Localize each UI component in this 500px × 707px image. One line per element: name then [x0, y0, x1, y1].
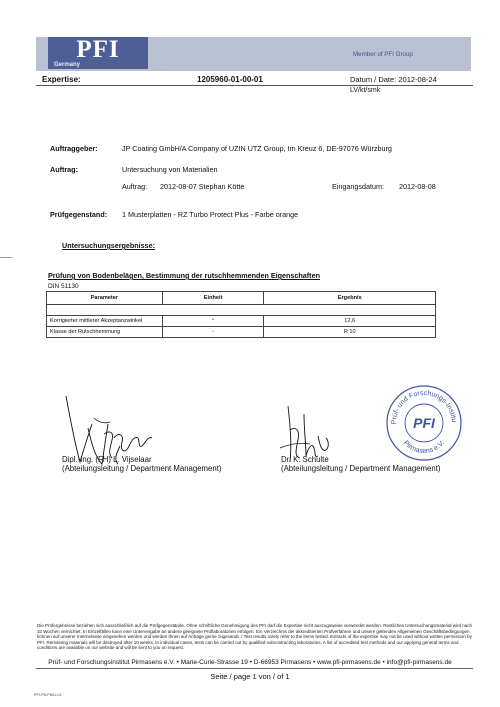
norm-reference: DIN 51130 [48, 283, 79, 290]
form-id: PFI-FB-P601-01 [34, 693, 62, 697]
date-value: 2012-08-24 [398, 75, 437, 84]
table-cell: Klasse der Rutschhemmung [47, 327, 163, 338]
table-row [47, 316, 436, 327]
signer-right-name: Dr. K. Schulte [281, 455, 329, 464]
pfi-stamp [384, 383, 464, 463]
pfi-logo-text: PFI [76, 36, 120, 63]
auftrag-sub-label: Auftrag: [122, 182, 148, 191]
auftrag-value: Untersuchung von Materialien [122, 165, 218, 174]
signer-right-role: (Abteilungsleitung / Department Management) [281, 464, 441, 473]
table-cell: ° [162, 316, 264, 327]
column-header: Einheit [162, 292, 264, 305]
column-header: Parameter [47, 292, 163, 305]
table-cell: 12,6 [264, 316, 436, 327]
stamp-ring-text: Prüf- und Forschungs-Institu [390, 389, 458, 425]
reference-code: LV/kt/smk [350, 87, 381, 94]
table-cell: - [162, 327, 264, 338]
footer-disclaimer: Die Prüfergebnisse beziehen sich ausschließlich auf die Prüfgegenstände. Ohne schriftliche Genehmigung des PFI darf die Expertise nicht auszugsweise verwendet werden. Restliches Untersuchungsmaterial wird nach 10 Wochen vernichtet. In Einzelfällen kann eine Untervergabe an andere geeignete Prüflaboratorien erfolgen. Ein Verzeichnis der akkreditierten Prüfverfahren und unsere geltenden Allgemeinen Geschäftsbedingungen können auf unserer Internetseite eingesehen werden und werden Ihnen auf Anfrage gerne zugesandt. / Test results solely refer to the items tested. Extracts of the expertise may not be used without written permission by PFI. Remaining materials will be destroyed after 10 weeks. In individual cases, tests can be carried out by qualified subcontracting laboratories. A list of accredited test methods and our applying general terms and conditions are available on our website and will be sent to you on request. [37, 623, 472, 651]
eingang-label: Eingangsdatum: [332, 182, 384, 191]
date-label: Datum / Date: [350, 75, 397, 84]
auftrag-label: Auftrag: [50, 165, 78, 174]
pruefgegenstand-value: 1 Musterplatten - RZ Turbo Protect Plus - Farbe orange [122, 210, 299, 219]
table-cell: R 10 [264, 327, 436, 338]
table-cell: Korrigierter mittlerer Akzeptanzwinkel [47, 316, 163, 327]
column-header: Ergebnis [264, 292, 436, 305]
stamp-center-text: PFI [413, 415, 435, 431]
member-of-group-text: Member of PFI Group [353, 51, 413, 58]
expertise-label: Expertise: [42, 75, 81, 84]
pruefgegenstand-label: Prüfgegenstand: [50, 210, 108, 219]
date-line [350, 75, 437, 84]
auftrag-sub-value: 2012-08-07 Stephan Kötte [160, 182, 245, 191]
logo-country: Germany [54, 62, 81, 68]
auftraggeber-value: JP Coating GmbH/A Company of UZIN UTZ Group, Im Kreuz 6, DE-97076 Würzburg [122, 144, 392, 153]
table-row [47, 327, 436, 338]
expertise-number: 1205960-01-00-01 [197, 75, 263, 84]
table-spacer [47, 305, 436, 316]
auftraggeber-label: Auftraggeber: [50, 144, 98, 153]
signer-left-role: (Abteilungsleitung / Department Management) [62, 464, 222, 473]
page-number: Seite / page 1 von / of 1 [210, 672, 290, 681]
test-title: Prüfung von Bodenbelägen, Bestimmung der rutschhemmenden Eigenschaften [48, 271, 320, 280]
signer-left-name: Dipl.-Ing. (FH) L. Vijselaar [62, 455, 152, 464]
results-table-header [47, 292, 436, 305]
footer-address: Prüf- und Forschungsinstitut Pirmasens e.V. • Marie-Curie-Strasse 19 • D-66953 Pirmasens • www.pfi-pirmasens.de • info@pfi-pirmasens.de [48, 659, 452, 666]
results-table [46, 291, 436, 338]
header-rule [36, 85, 473, 86]
footer-rule [36, 668, 473, 669]
results-heading: Untersuchungsergebnisse: [62, 241, 156, 250]
stamp-bottom-text: Pirmasens e.V. [401, 439, 447, 456]
fold-mark [0, 257, 12, 258]
eingang-value: 2012-08-08 [399, 182, 436, 191]
